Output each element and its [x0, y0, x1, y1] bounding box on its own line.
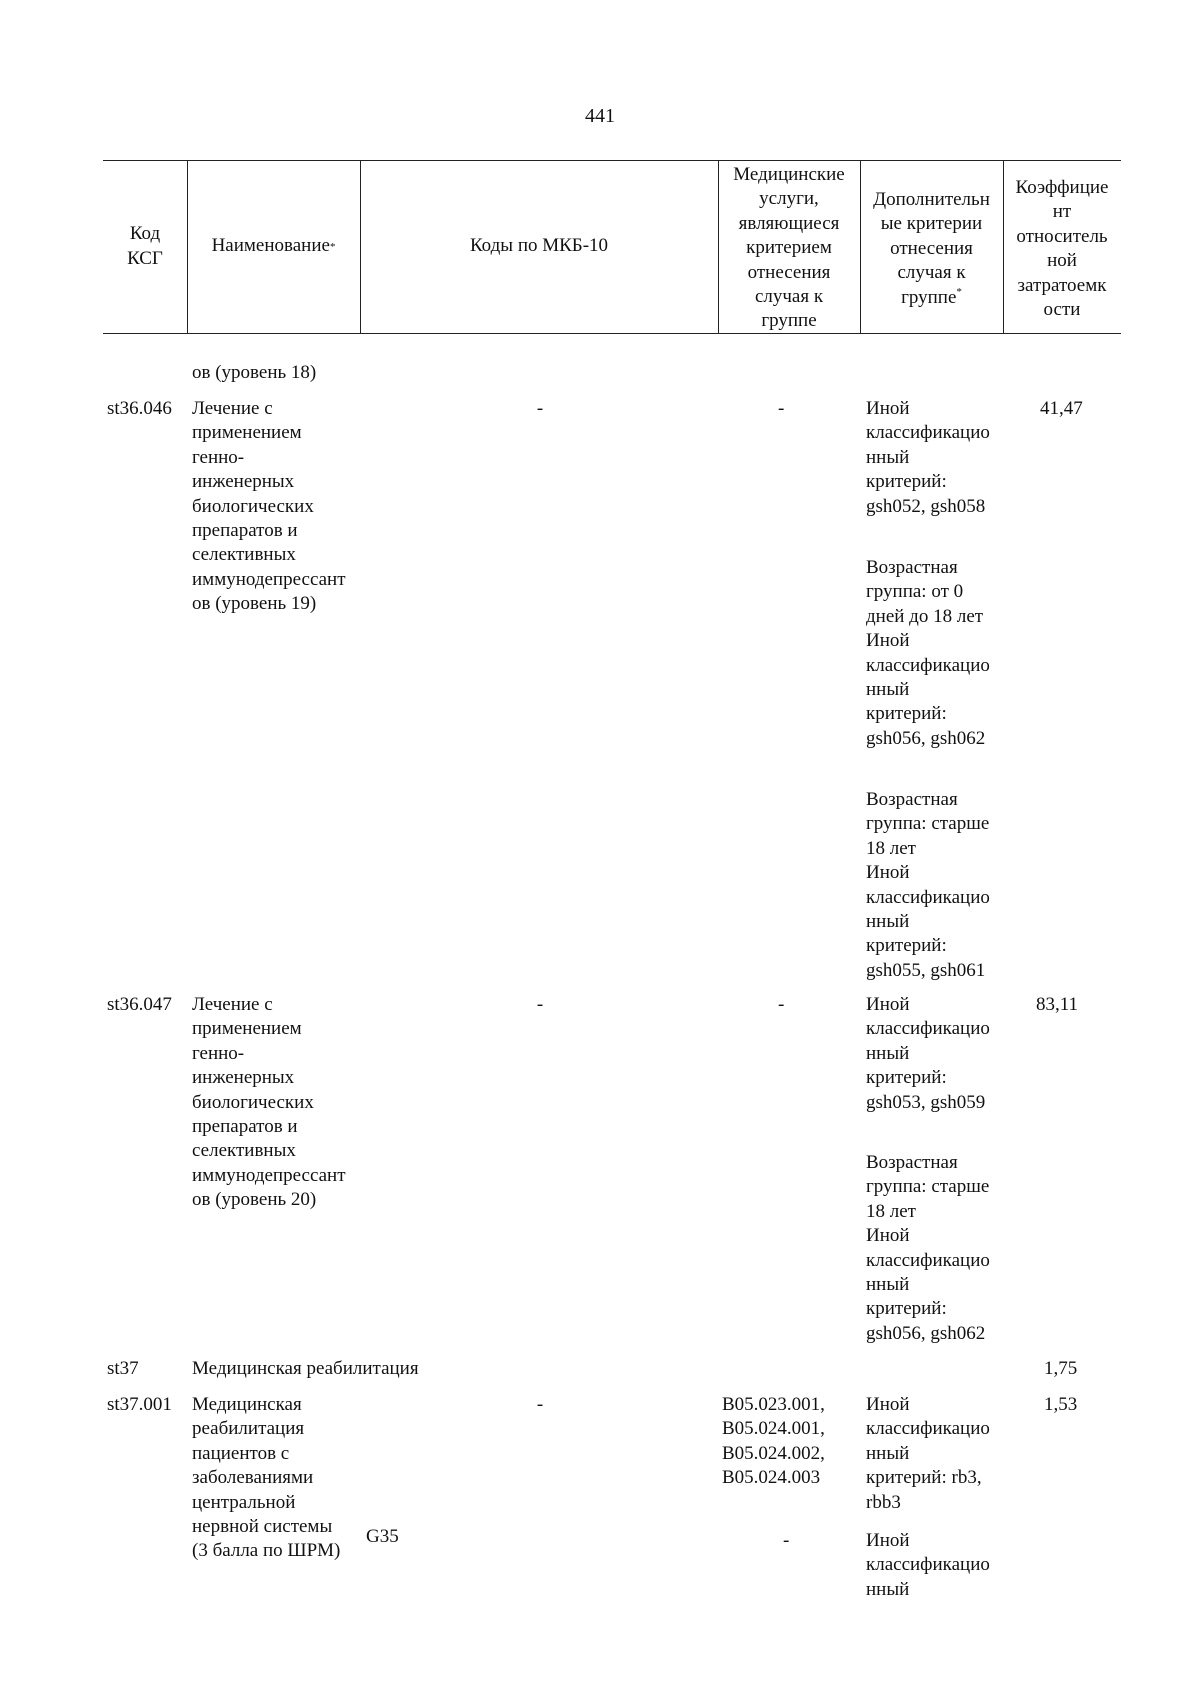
row-name: Медицинская реабилитация	[192, 1358, 419, 1379]
row-criteria: Возрастная группа: старше 18 лет Иной классификацио нный критерий: gsh056, gsh062	[866, 1152, 990, 1344]
header-name: Наименование *	[211, 235, 336, 257]
row-criteria: Иной классификацио нный	[866, 1530, 990, 1600]
row-services: -	[778, 994, 785, 1015]
row-services: -	[783, 1530, 790, 1551]
row-criteria: Иной классификацио нный критерий: gsh052, gsh058	[866, 398, 990, 517]
row-icd-codes: -	[536, 1394, 544, 1415]
row-code: st36.046	[107, 398, 172, 419]
header-icd-codes: Коды по МКБ-10	[469, 235, 609, 257]
page-number: 441	[585, 105, 615, 127]
header-services: Медицинские услуги, являющиеся критерием отнесения случая к группе	[733, 164, 845, 332]
row-services: B05.023.001, B05.024.001, B05.024.002, B05.024.003	[722, 1394, 825, 1489]
header-coefficient: Коэффицие нт относитель ной затратоемк ости	[1015, 177, 1109, 321]
row-icd-codes: G35	[366, 1526, 399, 1547]
row-criteria: Иной классификацио нный критерий: gsh053, gsh059	[866, 994, 990, 1113]
row-coefficient: 1,53	[1044, 1394, 1078, 1415]
row-coefficient: 1,75	[1044, 1358, 1078, 1379]
row-name: Лечение с применением генно- инженерных биологических препаратов и селективных иммунодепрессант ов (уровень 19)	[192, 398, 346, 615]
row-criteria: Иной классификацио нный критерий: rb3, rbb3	[866, 1394, 990, 1513]
header-code: Код КСГ	[127, 223, 163, 269]
row-icd-codes: -	[536, 398, 544, 419]
row-name: Медицинская реабилитация пациентов с заболеваниями центральной нервной системы (3 балла по ШРМ)	[192, 1394, 341, 1562]
row-coefficient: 83,11	[1036, 994, 1079, 1015]
row-code: st37.001	[107, 1394, 172, 1415]
row-name: ов (уровень 18)	[192, 362, 317, 383]
row-coefficient: 41,47	[1040, 398, 1083, 419]
row-code: st37	[107, 1358, 139, 1379]
row-name: Лечение с применением генно- инженерных биологических препаратов и селективных иммунодепрессант ов (уровень 20)	[192, 994, 346, 1211]
row-services: -	[778, 398, 785, 419]
row-code: st36.047	[107, 994, 172, 1015]
header-bottom-rule	[103, 333, 1121, 334]
row-criteria: Возрастная группа: старше 18 лет Иной классификацио нный критерий: gsh055, gsh061	[866, 789, 990, 981]
header-criteria: Дополнительн ые критерии отнесения случая к группе*	[873, 189, 990, 308]
row-icd-codes: -	[536, 994, 544, 1015]
row-criteria: Возрастная группа: от 0 дней до 18 лет Иной классификацио нный критерий: gsh056, gsh062	[866, 557, 990, 749]
